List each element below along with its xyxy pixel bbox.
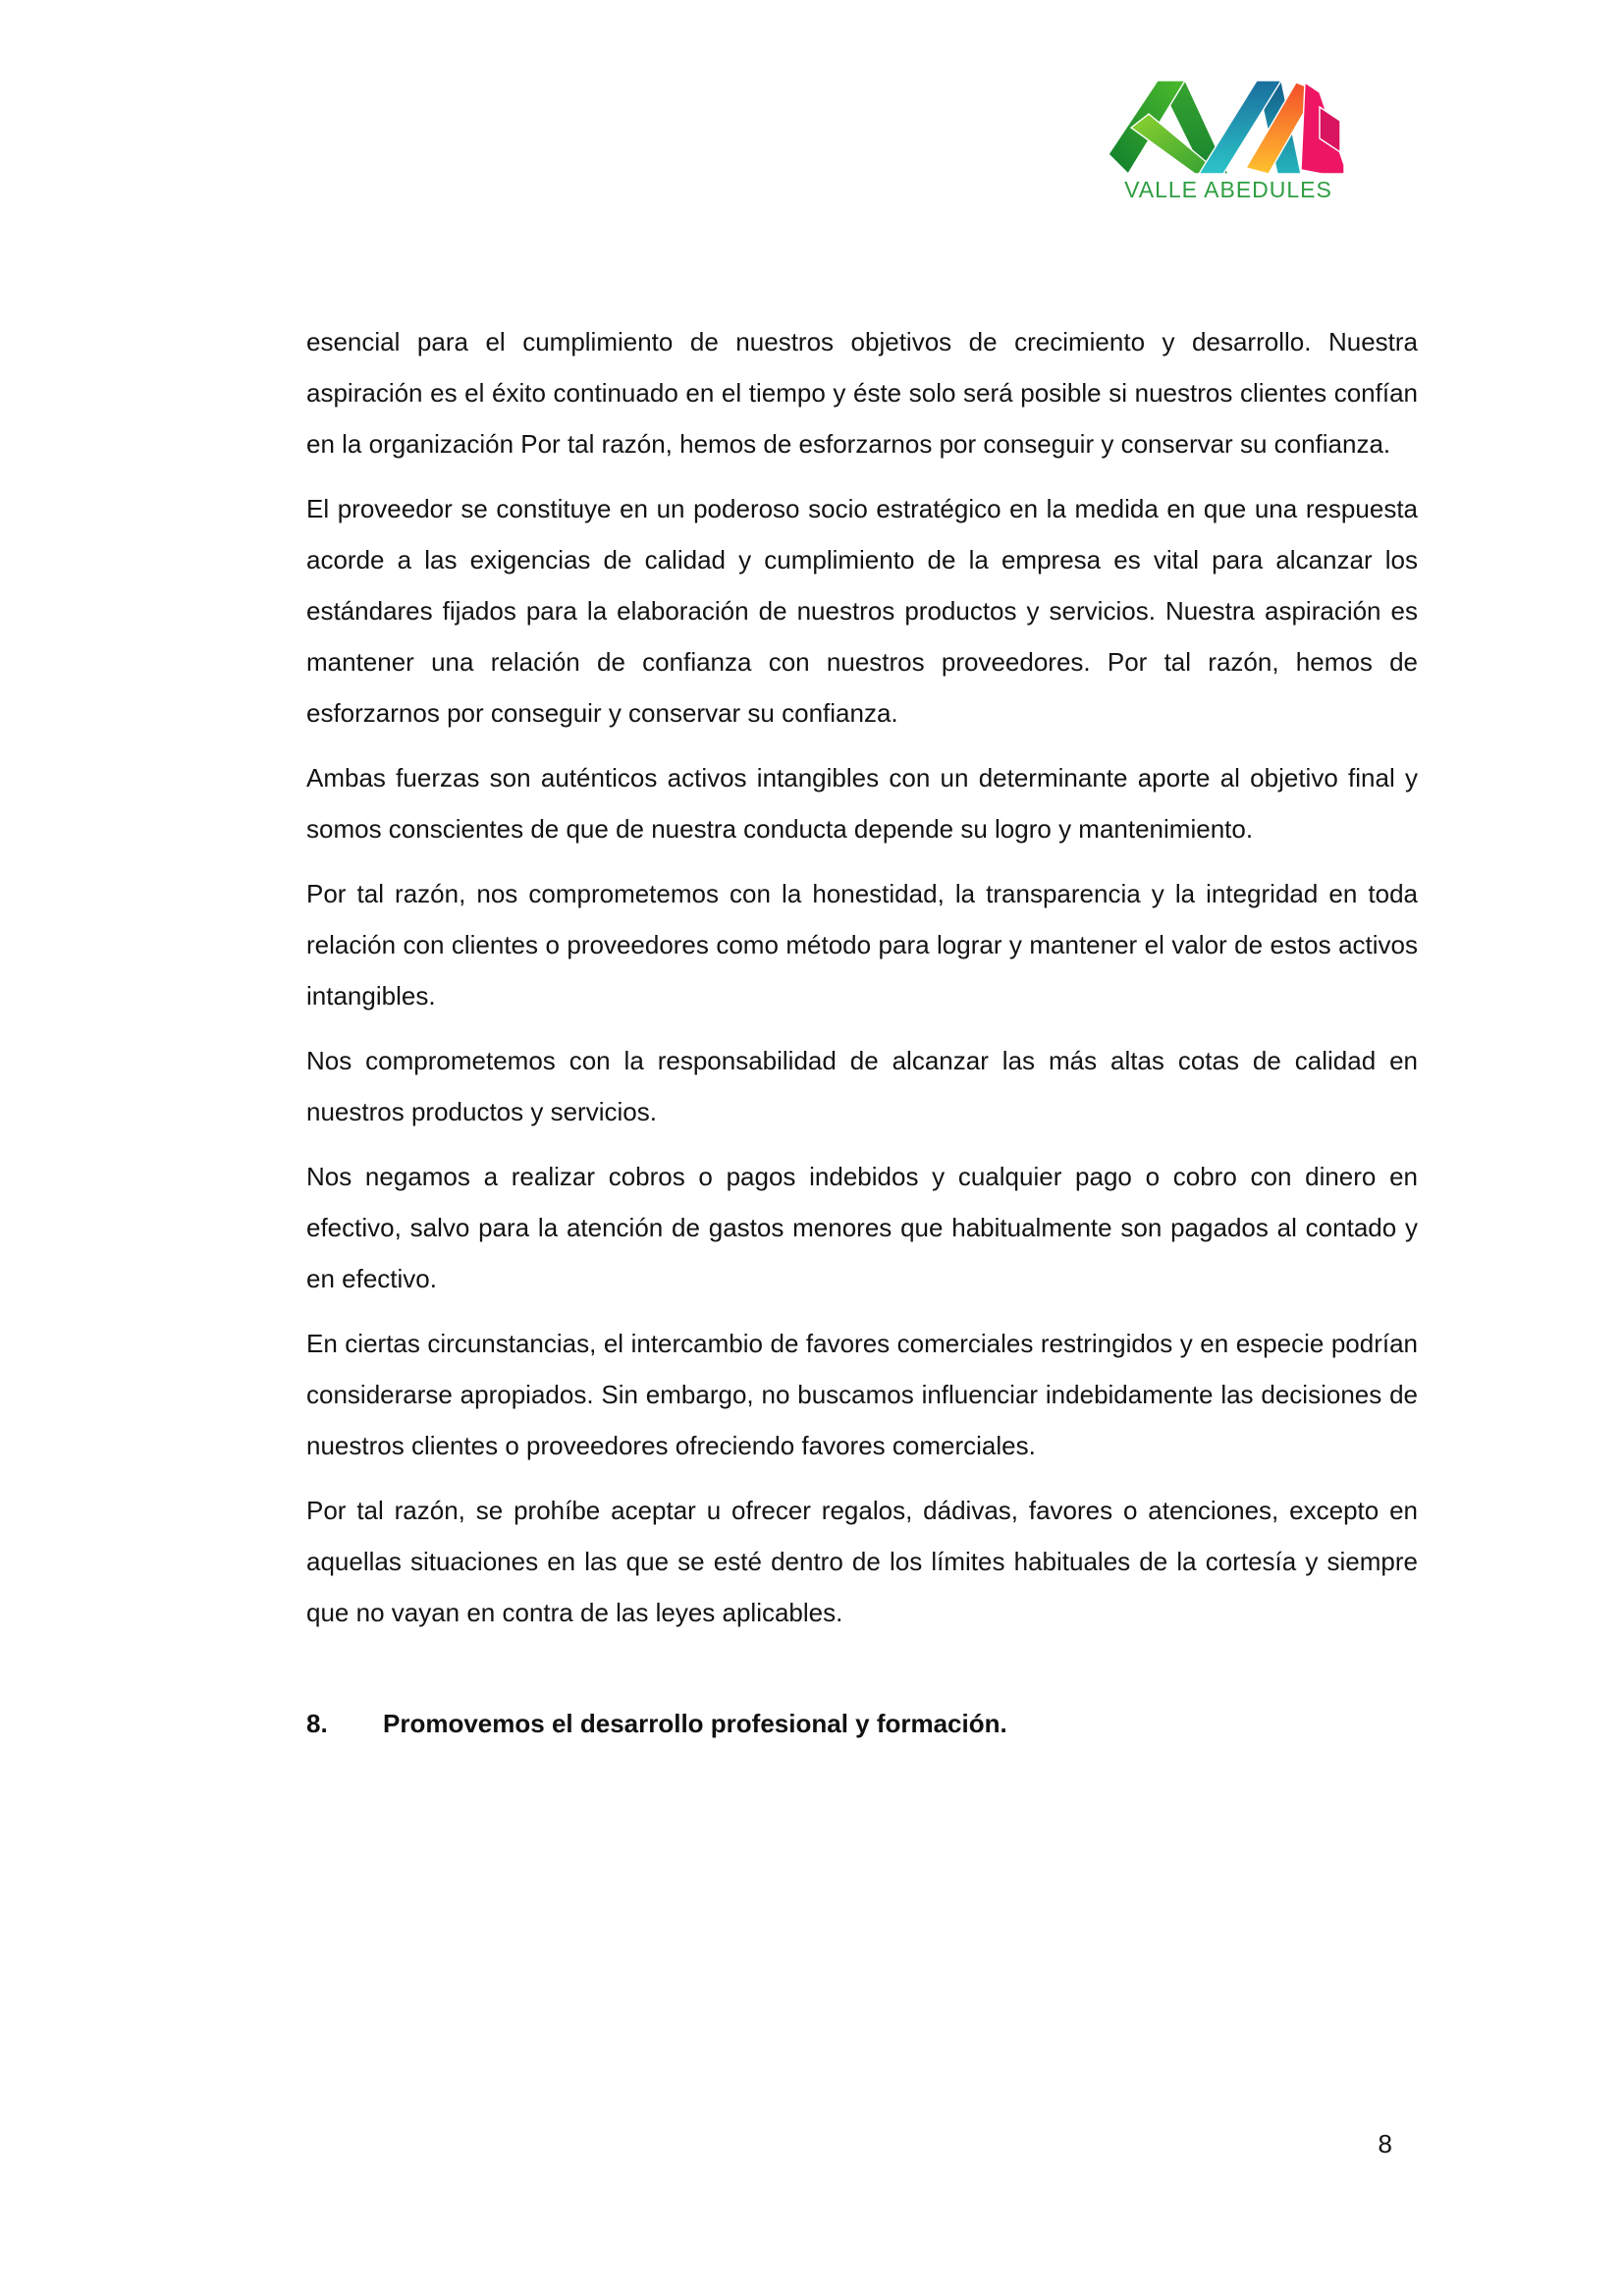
paragraph: Ambas fuerzas son auténticos activos intangibles con un determinante aporte al objetivo final y somos conscientes de que de nuestra conducta depende su logro y mantenimiento. bbox=[306, 763, 1418, 844]
section-heading bbox=[306, 1707, 1418, 1740]
paragraph: esencial para el cumplimiento de nuestros objetivos de crecimiento y desarrollo. Nuestra aspiración es el éxito continuado en el tiempo y éste solo será posible si nuestros clientes confían en la organización Por tal razón, hemos de esforzarnos por conseguir y conservar su confianza. bbox=[306, 327, 1418, 459]
paragraph: Nos comprometemos con la responsabilidad de alcanzar las más altas cotas de calidad en nuestros productos y servicios. bbox=[306, 1046, 1418, 1126]
paragraph: Nos negamos a realizar cobros o pagos indebidos y cualquier pago o cobro con dinero en efectivo, salvo para la atención de gastos menores que habitualmente son pagados al contado y en efectivo. bbox=[306, 1162, 1418, 1293]
paragraph: Por tal razón, se prohíbe aceptar u ofrecer regalos, dádivas, favores o atenciones, excepto en aquellas situaciones en las que se esté dentro de los límites habituales de la cortesía y siempre que no vayan en contra de las leyes aplicables. bbox=[306, 1496, 1418, 1627]
mountain-logo-icon bbox=[1109, 81, 1348, 175]
section-heading-number: 8. bbox=[306, 1709, 328, 1738]
document-body bbox=[306, 316, 1418, 1740]
paragraph: Por tal razón, nos comprometemos con la honestidad, la transparencia y la integridad en toda relación con clientes o proveedores como método para lograr y mantener el valor de estos activos intangibles. bbox=[306, 879, 1418, 1011]
page-number: 8 bbox=[1378, 2129, 1392, 2159]
logo-brand-text: VALLE ABEDULES bbox=[1124, 177, 1332, 202]
valle-abedules-logo bbox=[1108, 81, 1349, 203]
section-heading-title: Promovemos el desarrollo profesional y formación. bbox=[383, 1709, 1007, 1738]
paragraph: El proveedor se constituye en un poderoso socio estratégico en la medida en que una respuesta acorde a las exigencias de calidad y cumplimiento de la empresa es vital para alcanzar los estándares fijados para la elaboración de nuestros productos y servicios. Nuestra aspiración es mantener una relación de confianza con nuestros proveedores. Por tal razón, hemos de esforzarnos por conseguir y conservar su confianza. bbox=[306, 494, 1418, 728]
paragraph: En ciertas circunstancias, el intercambio de favores comerciales restringidos y en especie podrían considerarse apropiados. Sin embargo, no buscamos influenciar indebidamente las decisiones de nuestros clientes o proveedores ofreciendo favores comerciales. bbox=[306, 1329, 1418, 1460]
